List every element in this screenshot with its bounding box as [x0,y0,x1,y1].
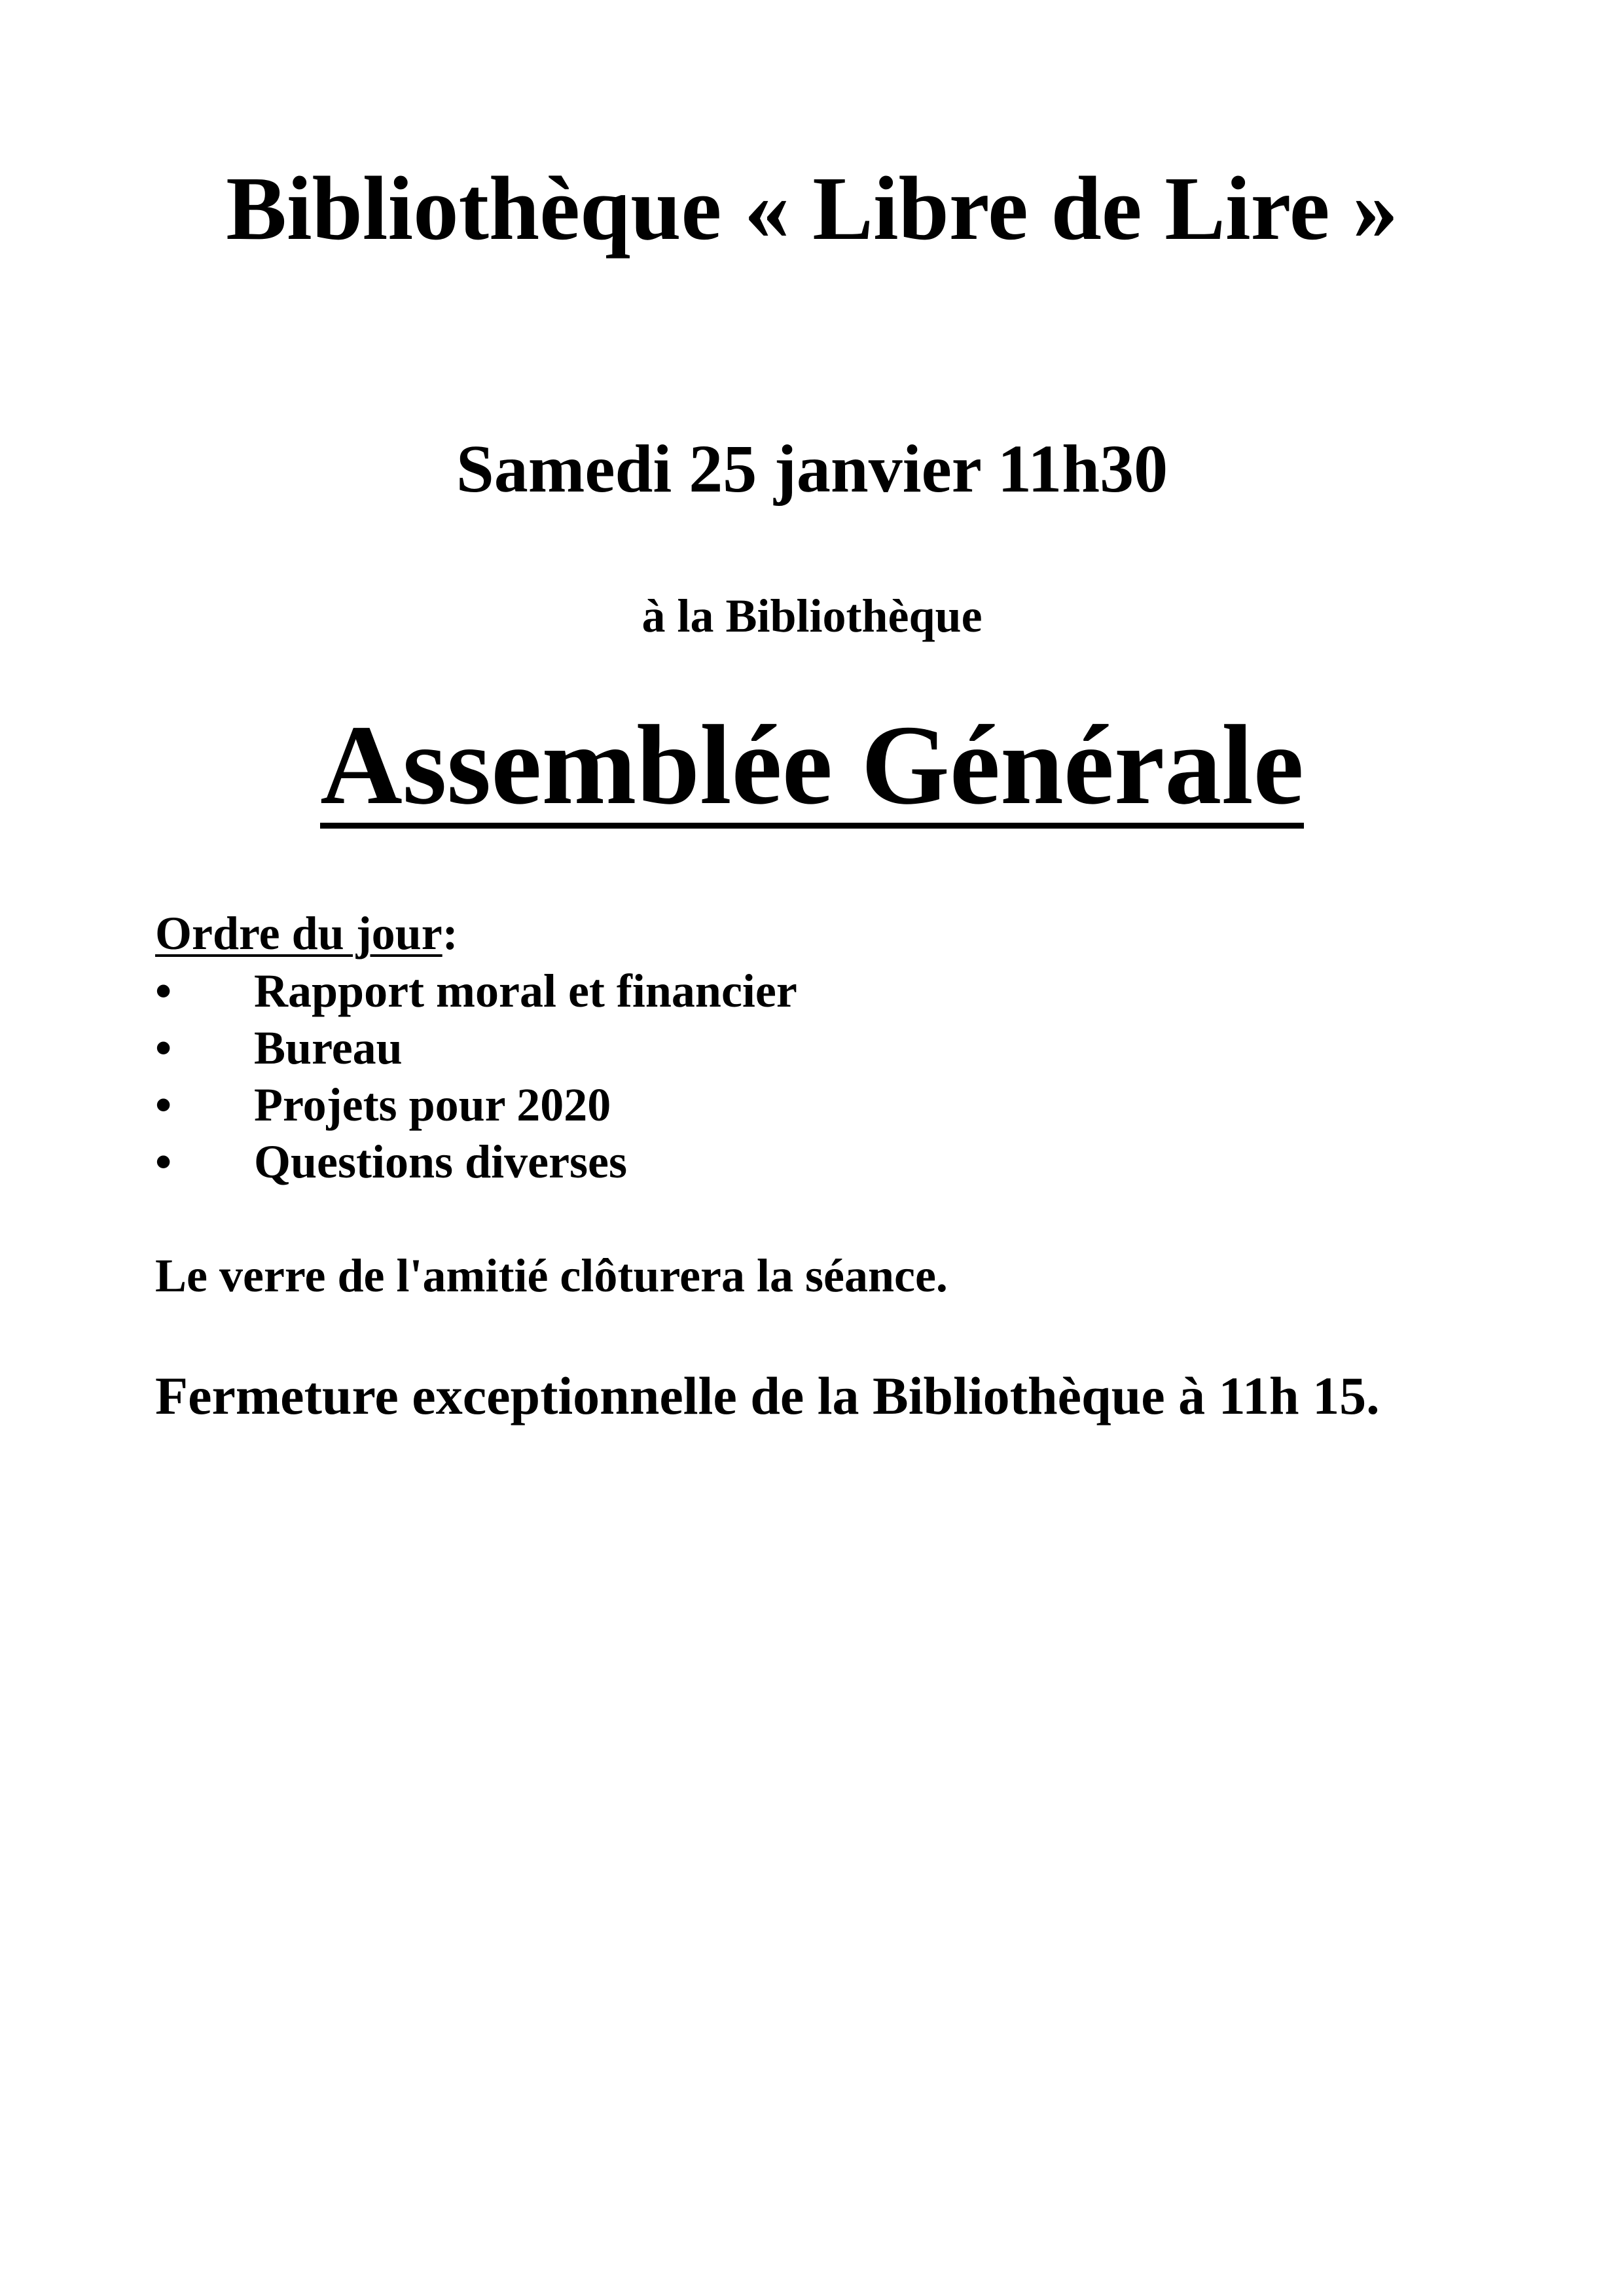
bullet-icon: • [155,965,172,1017]
agenda-item-label: Rapport moral et financier [254,965,797,1017]
meeting-title-block [0,702,1624,829]
meeting-title: Assemblée Générale [320,702,1304,828]
agenda-item-label: Projets pour 2020 [254,1079,611,1131]
agenda-heading-colon: : [442,907,458,960]
agenda-heading-text: Ordre du jour [155,907,442,960]
closing-note: Le verre de l'amitié clôturera la séance. [155,1249,948,1302]
agenda-item-label: Questions diverses [254,1136,628,1188]
bullet-icon: • [155,1136,172,1188]
agenda-heading [155,907,458,960]
agenda-item-label: Bureau [254,1022,403,1074]
closure-notice: Fermeture exceptionnelle de la Bibliothèque à 11h 15. [155,1366,1380,1426]
library-title: Bibliothèque « Libre de Lire » [226,158,1398,259]
event-venue: à la Bibliothèque [641,590,983,642]
bullet-icon: • [155,1022,172,1074]
event-date: Samedi 25 janvier 11h30 [456,431,1168,507]
agenda-section [155,907,797,1188]
bullet-icon: • [155,1079,172,1131]
